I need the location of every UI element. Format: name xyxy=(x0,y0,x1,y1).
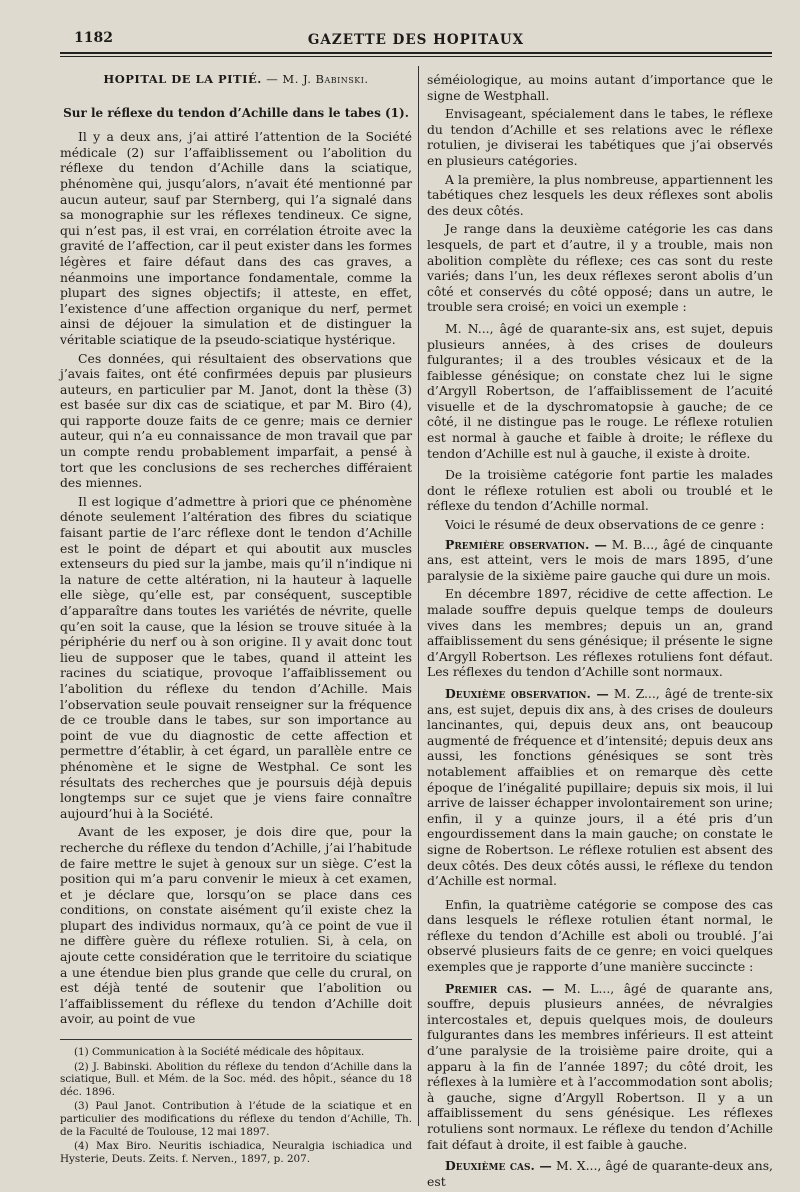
author-name: — M. J. Babinski. xyxy=(266,72,369,86)
hospital-name: HOPITAL DE LA PITIÉ. xyxy=(103,72,262,86)
observation-label: Deuxième observation. — xyxy=(445,685,609,701)
right-column xyxy=(427,72,773,1192)
paragraph: Enfin, la quatrième catégorie se compose des cas dans lesquels le réflexe rotulien étant normal, le réflexe du tendon d’Achille est aboli ou troublé. J’ai observé plusieurs faits de ce genre; en voici quelques exemples que je rapporte d’une manière succincte : xyxy=(427,896,773,975)
footnote: (1) Communication à la Société médicale des hôpitaux. xyxy=(74,1046,365,1059)
observation-continuation: En décembre 1897, récidive de cette affection. Le malade souffre depuis quelque temps de douleurs vives dans les membres; depuis un an, grand affaiblissement du sens génésique; il présente le signe d’Argyll Robertson. Les réflexes rotuliens font défaut. Les réflexes du tendon d’Achille sont normaux. xyxy=(427,586,773,680)
paragraph: Ces données, qui résultaient des observations que j’avais faites, ont été confirmées depuis par plusieurs auteurs, en particulier par M. Janot, dont la thèse (3) est basée sur dix cas de sciatique, et par M. Biro (4), qui rapporte douze faits de ce genre; mais ce dernier auteur, qui n’a eu connaissance de mon travail que par un compte rendu probablement imparfait, a pensé à tort que les conclusions de ses recherches différaient des miennes. xyxy=(60,350,412,491)
footnote: (3) Paul Janot. Contribution à l’étude de la sciatique et en particulier des modifications du réflexe du tendon d’Achille, Th. de la Faculté de Toulouse, 12 mai 1897. xyxy=(60,1100,412,1138)
case xyxy=(427,981,773,1153)
header-rule-thin xyxy=(60,56,772,57)
case-text: M. L..., âgé de quarante ans, souffre, depuis plusieurs années, de névralgies intercostales et, depuis quelques mois, de douleurs fulgurantes dans les membres inférieurs. Il est atteint d’une paralysie de la troisième paire droite, qui a apparu à la fin de l’année 1897; du côté droit, les réflexes à la lumière et à l’accommodation sont abolis; à gauche, signe d’Argyll Robertson. Il y a un affaiblissement du sens génésique. Les réflexes rotuliens sont normaux. Le réflexe du tendon d’Achille fait défaut à droite, il est faible à gauche. xyxy=(427,980,773,1152)
footnote: (4) Max Biro. Neuritis ischiadica, Neuralgia ischiadica und Hysterie, Deuts. Zeits. f. Nerven., 1897, p. 207. xyxy=(60,1140,412,1165)
observation xyxy=(427,537,773,584)
paragraph: Envisageant, spécialement dans le tabes, le réflexe du tendon d’Achille et ses relations avec le réflexe rotulien, je diviserai les tabétiques que j’ai observés en plusieurs catégories. xyxy=(427,106,773,168)
footnote-rule xyxy=(60,1039,412,1040)
section-heading xyxy=(60,72,412,88)
observation-text: M. B..., âgé de cinquante ans, est atteint, vers le mois de mars 1895, d’une paralysie de la sixième paire gauche qui dure un mois. xyxy=(427,536,773,583)
paragraph: Il est logique d’admettre à priori que ce phénomène dénote seulement l’altération des fibres du sciatique faisant partie de l’arc réflexe dont le tendon d’Achille est le point de départ et qui aboutit aux muscles extenseurs du pied sur la jambe, mais qu’il n’indique ni la nature de cette altération, ni la hauteur à laquelle elle siège, qu’elle est, par conséquent, susceptible d’apparaître dans toutes les variétés de névrite, quelle qu’en soit la cause, que la lésion se trouve située à la périphérie du nerf ou à son origine. Il y avait donc tout lieu de supposer que le tabes, quand il atteint les racines du sciatique, provoque l’affaiblissement ou l’abolition du réflexe du tendon d’Achille. Mais l’observation seule pouvait renseigner sur la fréquence de ce trouble dans le tabes, sur son importance au point de vue du diagnostic de cette affection et permettre d’établir, à cet égard, un parallèle entre ce phénomène et le signe de Westphal. Ce sont les résultats des recherches que je poursuis déjà depuis longtemps sur ce sujet que je viens faire connaître aujourd’hui à la Société. xyxy=(60,493,412,821)
case-label: Deuxième cas. — xyxy=(445,1158,552,1174)
footnotes xyxy=(60,1046,412,1165)
article-title: Sur le réflexe du tendon d’Achille dans le tabes (1). xyxy=(63,105,409,120)
paragraph: séméiologique, au moins autant d’importance que le signe de Westphall. xyxy=(427,72,773,103)
case xyxy=(427,1158,773,1189)
page-number: 1182 xyxy=(74,30,113,46)
paragraph: De la troisième catégorie font partie les malades dont le réflexe rotulien est aboli ou troublé et le réflexe du tendon d’Achille normal. xyxy=(427,467,773,514)
page-header xyxy=(60,30,772,52)
column-divider xyxy=(418,66,419,1126)
observation-label: Première observation. — xyxy=(445,536,607,552)
paragraph: Je range dans la deuxième catégorie les cas dans lesquels, de part et d’autre, il y a trouble, mais non abolition complète du réflexe; ces cas sont du reste variés; dans l’un, les deux réflexes seront abolis d’un côté et conservés du côté opposé; dans un autre, le trouble sera croisé; en voici un exemple : xyxy=(427,221,773,315)
observation-text: M. Z..., âgé de trente-six ans, est sujet, depuis dix ans, à des crises de douleurs lancinantes, qui, depuis deux ans, ont beaucoup augmenté de fréquence et d’intensité; depuis deux ans aussi, les fonctions génésiques se sont très notablement affaiblies et on remarque dès cette époque de l’inégalité pupillaire; depuis six mois, il lui arrive de laisser échapper involontairement son urine; enfin, il y a quinze jours, il a été pris d’un engourdissement dans la main gauche; on constate le signe de Robertson. Le réflexe rotulien est absent des deux côtés. Des deux côtés aussi, le réflexe du tendon d’Achille est normal. xyxy=(427,685,774,889)
paragraph: Il y a deux ans, j’ai attiré l’attention de la Société médicale (2) sur l’affaiblissement ou l’abolition du réflexe du tendon d’Achille dans la sciatique, phénomène qui, jusqu’alors, n’avait été mentionné par aucun auteur, sauf par Sternberg, qui l’a signalé dans sa monographie sur les réflexes tendineux. Ce signe, qui n’est pas, il est vrai, en corrélation étroite avec la gravité de l’affection, car il peut exister dans les formes légères et faire défaut dans des cas graves, a néanmoins une importance fondamentale, comme la plupart des signes objectifs; il atteste, en effet, l’existence d’une affection organique du nerf, permet ainsi de déjouer la simulation et de distinguer la véritable sciatique de la pseudo-sciatique hystérique. xyxy=(60,129,412,347)
header-rule xyxy=(60,52,772,54)
case-summary: M. N..., âgé de quarante-six ans, est sujet, depuis plusieurs années, à des crises de douleurs fulgurantes; il a des troubles vésicaux et de la faiblesse génésique; on constate chez lui le signe d’Argyll Robertson, de l’affaiblissement de l’acuité visuelle et de la dyschromatopsie à gauche; de ce côté, il ne distingue pas le rouge. Le réflexe rotulien est normal à gauche et faible à droite; le réflexe du tendon d’Achille est nul à gauche, il existe à droite. xyxy=(427,320,773,461)
case-text: M. X..., âgé de quarante-deux ans, est xyxy=(427,1158,773,1189)
observation xyxy=(427,686,773,889)
footnote: (2) J. Babinski. Abolition du réflexe du tendon d’Achille dans la sciatique, Bull. et Mém. de la Soc. méd. des hôpit., séance du 18 déc. 1896. xyxy=(60,1060,412,1098)
case-label: Premier cas. — xyxy=(445,980,555,996)
paragraph: A la première, la plus nombreuse, appartiennent les tabétiques chez lesquels les deux réflexes sont abolis des deux côtés. xyxy=(427,171,773,218)
journal-title: GAZETTE DES HOPITAUX xyxy=(307,32,525,48)
paragraph: Avant de les exposer, je dois dire que, pour la recherche du réflexe du tendon d’Achille, j’ai l’habitude de faire mettre le sujet à genoux sur un siège. C’est la position qui m’a paru convenir le mieux à cet examen, et je déclare que, lorsqu’on se place dans ces conditions, on constate aisément qu’il existe chez la plupart des individus normaux, qu’à ce point de vue il ne diffère guère du réflexe rotulien. Si, à cela, on ajoute cette considération que le territoire du sciatique a une étendue bien plus grande que celle du crural, on est déjà tenté de soutenir que l’abolition ou l’affaiblissement du réflexe du tendon d’Achille doit avoir, au point de vue xyxy=(60,824,412,1027)
left-column xyxy=(60,72,412,1167)
paragraph: Voici le résumé de deux observations de ce genre : xyxy=(445,517,765,533)
